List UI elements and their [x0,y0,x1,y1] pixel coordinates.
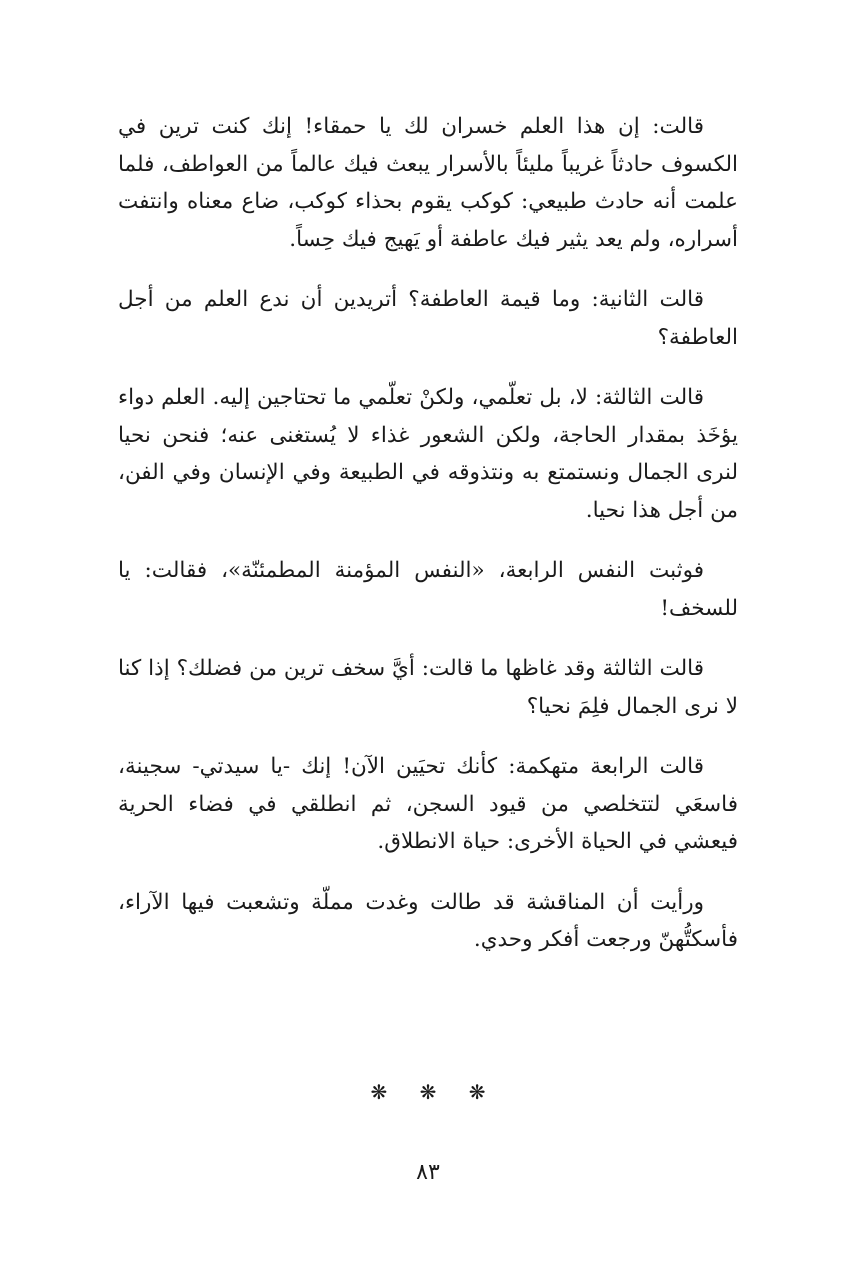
paragraph-4: فوثبت النفس الرابعة، «النفس المؤمنة المطمئنّة»، فقالت: يا للسخف! [118,558,738,621]
asterism-icon: ❋ [419,1080,437,1104]
paragraph-3: قالت الثالثة: لا، بل تعلّمي، ولكنْ تعلّمي ما تحتاجين إليه. العلم دواء يؤخَذ بمقدار الحاجة، ولكن الشعور غذاء لا يُستغنى عنه؛ فنحن نحيا لنرى الجمال ونستمتع به ونتذوقه في الطبيعة وفي الإنسان وفي الفن، من أجل هذا نحيا. [118,385,738,523]
section-divider [0,1080,856,1104]
asterism-icon: ❋ [468,1080,486,1104]
paragraph-1: قالت: إن هذا العلم خسران لك يا حمقاء! إنك كنت ترين في الكسوف حادثاً غريباً مليئاً بالأسرار يبعث فيك عالماً من العواطف، فلما علمت أنه حادث طبيعي: كوكب يقوم بحذاء كوكب، ضاع معناه وانتفت أسراره، ولم يعد يثير فيك عاطفة أو يَهيج فيك حِساً. [118,114,738,252]
paragraph-7: ورأيت أن المناقشة قد طالت وغدت مملّة وتشعبت فيها الآراء، فأسكتُّهنّ ورجعت أفكر وحدي. [118,889,738,952]
paragraph-5: قالت الثالثة وقد غاظها ما قالت: أيَّ سخف ترين من فضلك؟ إذا كنا لا نرى الجمال فلِمَ نحيا؟ [118,656,738,719]
paragraph-6: قالت الرابعة متهكمة: كأنك تحيَين الآن! إنك -يا سيدتي- سجينة، فاسعَي لتتخلصي من قيود السجن، ثم انطلقي في فضاء الحرية فيعشي في الحياة الأخرى: حياة الانطلاق. [118,754,738,854]
asterism-icon: ❋ [370,1080,388,1104]
body-text [118,108,738,982]
paragraph-2: قالت الثانية: وما قيمة العاطفة؟ أتريدين أن ندع العلم من أجل العاطفة؟ [118,287,738,350]
page-number: ٨٣ [416,1160,440,1185]
